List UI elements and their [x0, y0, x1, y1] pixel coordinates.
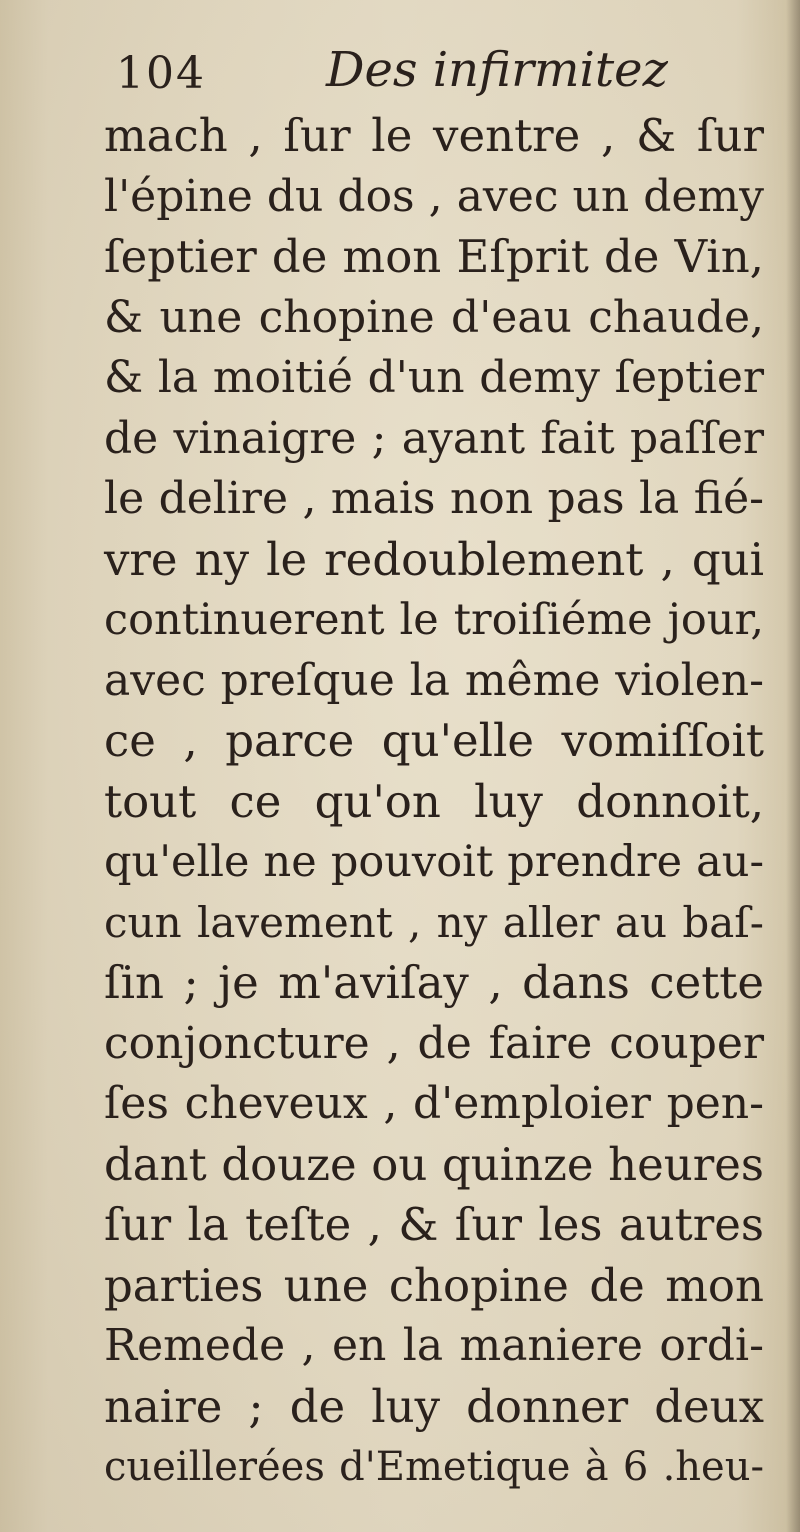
running-head: Des infirmitez [326, 42, 668, 98]
text-line: mach , ſur le ventre , & ſur [104, 109, 764, 162]
text-line: dant douze ou quinze heures [104, 1137, 764, 1191]
text-line: ſeptier de mon Eſprit de Vin, [104, 230, 764, 283]
text-line: cun lavement , ny aller au baſ- [104, 897, 764, 947]
body-text [104, 106, 764, 1498]
text-line: conjoncture , de faire couper [104, 1017, 764, 1069]
text-line: naire ; de luy donner deux [104, 1379, 764, 1433]
text-line: de vinaigre ; ayant fait paſſer [104, 412, 764, 464]
text-line: avec preſque la même violen- [104, 654, 764, 706]
text-line: & une chopine d'eau chaude, [104, 291, 764, 343]
text-line: ſes cheveux , d'emploier pen- [104, 1078, 764, 1129]
text-line: qu'elle ne pouvoit prendre au- [104, 837, 764, 887]
text-line: vre ny le redoublement , qui [104, 532, 764, 586]
text-line: parties une chopine de mon [104, 1258, 764, 1312]
text-line: ſur la teſte , & ſur les autres [104, 1198, 764, 1251]
text-line: continuerent le troiſiéme jour, [104, 595, 764, 645]
text-line: le delire , mais non pas la fié- [104, 473, 764, 524]
page-number: 104 [116, 48, 206, 99]
text-line: Remede , en la maniere ordi- [104, 1320, 764, 1371]
text-line: ſin ; je m'aviſay , dans cette [104, 956, 764, 1009]
text-line: l'épine du dos , avec un demy [104, 170, 764, 222]
page-header [108, 38, 748, 108]
text-line: & la moitié d'un demy ſeptier [104, 352, 764, 403]
text-line: cueillerées d'Emetique à 6 .heu- [104, 1444, 764, 1490]
text-line: ce , parce qu'elle vomiſſoit [104, 714, 764, 767]
text-line: tout ce qu'on luy donnoit, [104, 774, 764, 828]
